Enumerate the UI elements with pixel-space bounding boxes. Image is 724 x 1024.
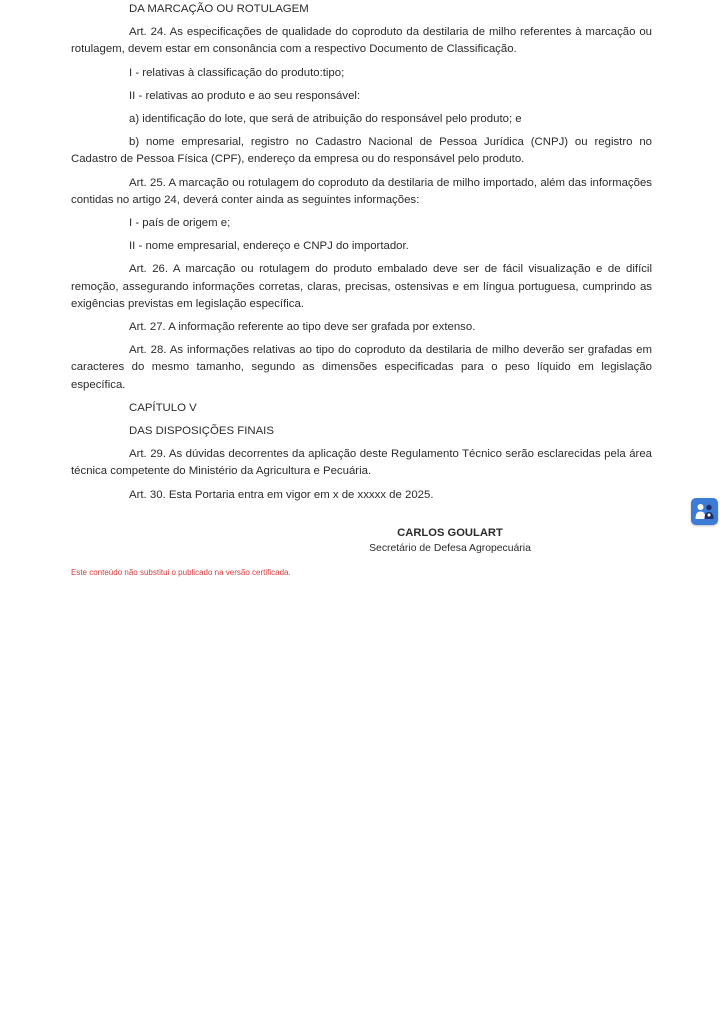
section-heading: DA MARCAÇÃO OU ROTULAGEM — [129, 3, 309, 15]
article-25: Art. 25. A marcação ou rotulagem do coproduto da destilaria de milho importado, além das informações contidas no artigo 24, deverá conter ainda as seguintes informações: — [71, 176, 652, 206]
document-body — [71, 0, 652, 510]
item-i-country-origin: I - país de origem e; — [129, 217, 231, 230]
item-ii-importer: II - nome empresarial, endereço e CNPJ do importador. — [129, 240, 409, 253]
item-a-lot-identification: a) identificação do lote, que será de atribuição do responsável pelo produto; e — [129, 113, 522, 126]
article-28: Art. 28. As informações relativas ao tipo do coproduto da destilaria de milho deverão ser grafadas em caracteres do mesmo tamanho, segundo as dimensões especificadas para o peso líquido em legislação específica. — [71, 344, 652, 391]
article-24: Art. 24. As especificações de qualidade do coproduto da destilaria de milho referentes à marcação ou rotulagem, devem estar em consonância com a respectivo Documento de Classificação. — [71, 26, 652, 56]
article-30: Art. 30. Esta Portaria entra em vigor em x de xxxxx de 2025. — [129, 488, 434, 501]
chapter-heading: CAPÍTULO V — [129, 401, 197, 414]
signatory-name: CARLOS GOULART — [397, 527, 503, 539]
item-b-company-name: b) nome empresarial, registro no Cadastro Nacional de Pessoa Jurídica (CNPJ) ou registro no Cadastro de Pessoa Física (CPF), endereço da empresa ou do responsável pelo produto. — [71, 136, 652, 166]
article-27: Art. 27. A informação referente ao tipo deve ser grafada por extenso. — [129, 321, 476, 334]
accessibility-sign-language-icon — [691, 498, 718, 525]
article-26: Art. 26. A marcação ou rotulagem do produto embalado deve ser de fácil visualização e de difícil remoção, assegurando informações corretas, claras, precisas, ostensivas e em língua portuguesa, cumprindo as exigências previstas em legislação específica. — [71, 263, 652, 310]
item-ii-product-responsible: II - relativas ao produto e ao seu responsável: — [129, 89, 361, 102]
chapter-title: DAS DISPOSIÇÕES FINAIS — [129, 425, 274, 438]
accessibility-widget-button[interactable] — [691, 498, 718, 525]
signatory-title: Secretário de Defesa Agropecuária — [369, 543, 531, 554]
certification-disclaimer: Este conteúdo não substitui o publicado na versão certificada. — [71, 568, 291, 577]
signature-block — [330, 525, 570, 557]
article-29: Art. 29. As dúvidas decorrentes da aplicação deste Regulamento Técnico serão esclarecidas pela área técnica competente do Ministério da Agricultura e Pecuária. — [71, 448, 652, 478]
item-i-classification: I - relativas à classificação do produto:tipo; — [129, 66, 345, 79]
